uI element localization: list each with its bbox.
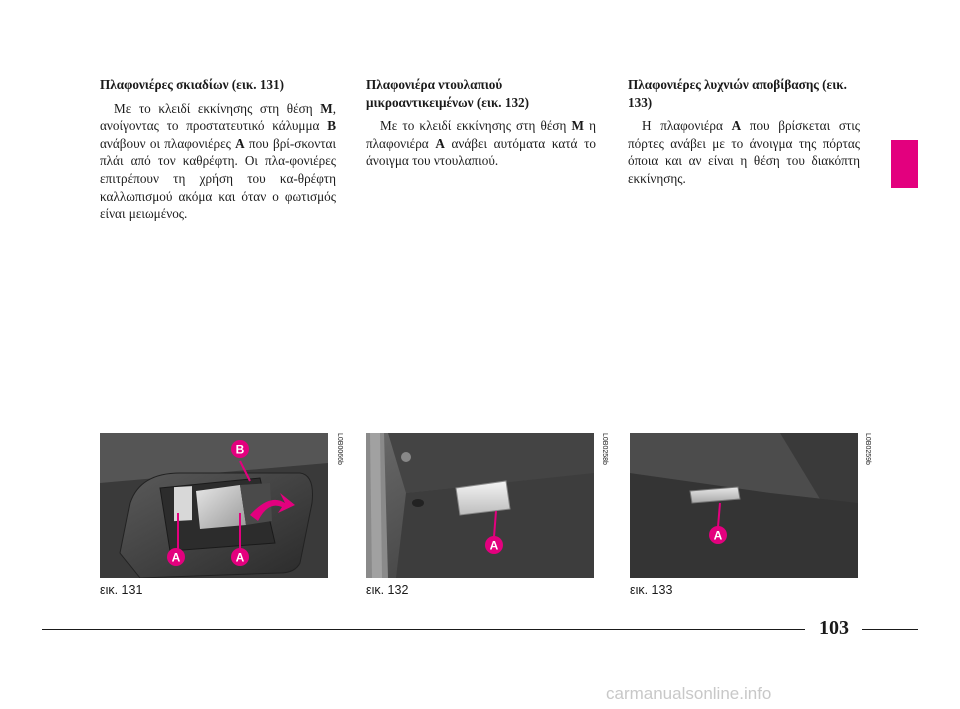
bold-reference: M (320, 100, 333, 116)
footer-rule-left (42, 629, 805, 630)
svg-text:A: A (713, 528, 723, 543)
label-circle-a (485, 536, 503, 554)
text-run: η πλαφονιέρα (366, 118, 597, 151)
text-run: Με το κλειδί εκκίνησης στη θέση (114, 100, 321, 116)
section-courtesy-lights (628, 76, 860, 188)
bold-reference: A (435, 135, 445, 151)
section-body (366, 117, 596, 170)
bold-reference: M (571, 118, 584, 134)
bold-reference: A (731, 118, 742, 134)
sunvisor-illustration (100, 433, 328, 578)
figure-code: L0B0258b (601, 433, 608, 465)
glovebox-illustration (366, 433, 594, 578)
label-circle-a (167, 548, 185, 566)
bold-reference: B (327, 118, 336, 134)
svg-text:A: A (171, 550, 181, 565)
svg-text:A: A (235, 550, 245, 565)
figure-caption: εικ. 132 (366, 583, 409, 597)
watermark: carmanualsonline.info (606, 684, 772, 703)
section-heading: Πλαφονιέρες λυχνιών αποβίβασης (εικ. 133) (628, 77, 847, 110)
figure-132-glovebox (366, 433, 594, 578)
section-tab-marker (891, 140, 918, 188)
figure-131-sunvisor (100, 433, 328, 578)
footer-rule-right (862, 629, 918, 630)
figure-133-door-light (630, 433, 858, 578)
page-number: 103 (819, 617, 849, 639)
text-run: που βρί-σκονται πλάι από τον καθρέφτη. Οι πλα-φονιέρες επιτρέπουν τη χρήση του κα-θρέφτη καλλωπισμού ακόμα και όταν ο φωτισμός είναι μειωμένος. (100, 135, 336, 222)
text-run: που βρίσκεται στις πόρτες ανάβει με το άνοιγμα της πόρτας όποια και αν είναι η θέση του διακόπτη εκκίνησης. (628, 118, 860, 186)
figure-caption: εικ. 131 (100, 583, 143, 597)
section-body (100, 100, 336, 223)
label-circle-a (231, 548, 249, 566)
svg-text:A: A (489, 538, 499, 553)
text-run: ανάβει αυτόματα κατά το άνοιγμα του ντουλαπιού. (366, 135, 596, 169)
label-circle-b (231, 440, 249, 458)
door-light-illustration (630, 433, 858, 578)
section-sunvisor-lights (100, 76, 336, 223)
text-run: ανάβουν οι πλαφονιέρες (100, 135, 236, 151)
text-run: Η πλαφονιέρα (642, 118, 732, 134)
figure-code: L0B0259b (864, 433, 871, 465)
section-heading: Πλαφονιέρα ντουλαπιού μικροαντικειμένων (εικ. 132) (366, 77, 530, 110)
text-run: , ανοίγοντας το προστατευτικό κάλυμμα (100, 100, 336, 134)
label-circle-a (709, 526, 727, 544)
svg-text:B: B (235, 442, 245, 457)
section-glovebox-light (366, 76, 596, 170)
bold-reference: A (235, 135, 245, 151)
text-run: Με το κλειδί εκκίνησης στη θέση (380, 118, 572, 134)
section-body (628, 117, 860, 187)
figure-code: L0B0066b (336, 433, 343, 465)
section-heading: Πλαφονιέρες σκιαδίων (εικ. 131) (100, 77, 284, 92)
figure-caption: εικ. 133 (630, 583, 673, 597)
